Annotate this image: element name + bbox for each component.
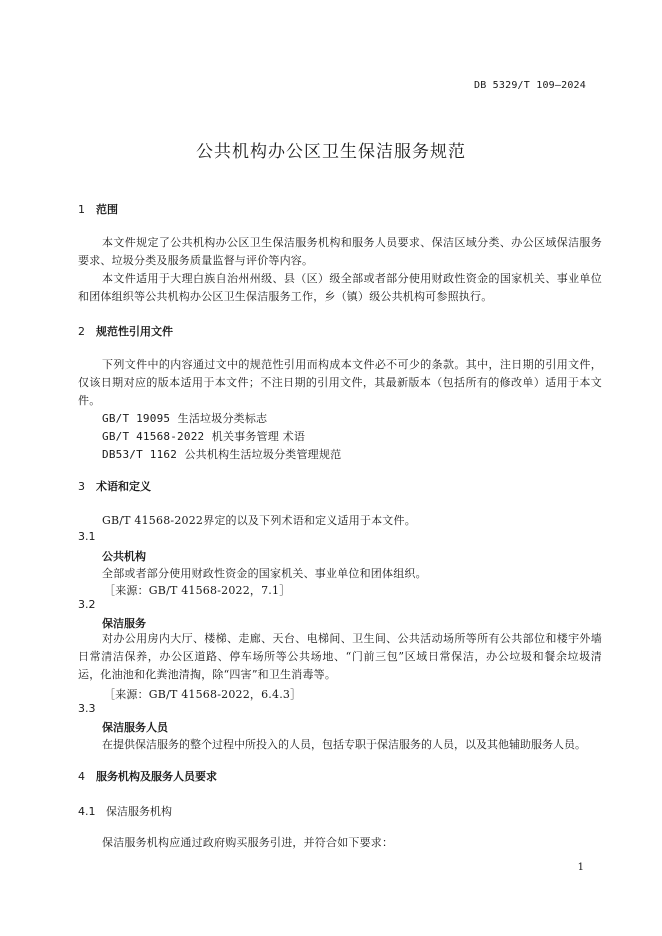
section-number: 4: [78, 770, 85, 783]
term-name: 公共机构: [102, 550, 146, 563]
section-4-heading: [78, 768, 217, 784]
term-name: 保洁服务人员: [102, 721, 168, 734]
section-title: 范围: [96, 203, 118, 216]
term-number: 3.2: [78, 598, 96, 611]
section-title: 术语和定义: [96, 480, 151, 493]
section-number: 1: [78, 203, 85, 216]
term-source: ［来源：GB/T 41568-2022，6.4.3］: [104, 688, 302, 701]
reference-name: 生活垃圾分类标志: [177, 412, 268, 425]
reference-code: DB53/T 1162: [102, 448, 178, 461]
subsection-number: 4.1: [78, 805, 96, 818]
section-title: 规范性引用文件: [96, 325, 173, 338]
section-3-heading: [78, 478, 151, 494]
reference-name: 公共机构生活垃圾分类管理规范: [184, 448, 342, 461]
term-definition: 全部或者部分使用财政性资金的国家机关、事业单位和团体组织。: [102, 567, 427, 580]
reference-code: GB/T 41568-2022: [102, 430, 205, 443]
section-title: 服务机构及服务人员要求: [96, 770, 217, 783]
term-definition: 在提供保洁服务的整个过程中所投入的人员，包括专职于保洁服务的人员，以及其他辅助服务人员。: [102, 738, 586, 751]
page-number: 1: [577, 862, 584, 873]
section-2-paragraph: 下列文件中的内容通过文中的规范性引用而构成本文件必不可少的条款。其中，注日期的引用文件，仅该日期对应的版本适用于本文件；不注日期的引用文件，其最新版本（包括所有的修改单）适用于本文件。: [78, 358, 602, 407]
term-number: 3.3: [78, 702, 96, 715]
subsection-4-1-heading: [78, 803, 172, 819]
doc-number: DB 5329/T 109—2024: [474, 80, 586, 91]
section-1-paragraph-1: 本文件规定了公共机构办公区卫生保洁服务机构和服务人员要求、保洁区域分类、办公区域保洁服务要求、垃圾分类及服务质量监督与评价等内容。: [78, 236, 602, 267]
reference-item: [102, 446, 341, 462]
section-1-heading: [78, 201, 118, 217]
subsection-title: 保洁服务机构: [106, 805, 172, 818]
subsection-4-1-paragraph: 保洁服务机构应通过政府购买服务引进，并符合如下要求：: [102, 836, 394, 849]
section-number: 3: [78, 480, 85, 493]
section-number: 2: [78, 325, 85, 338]
term-number: 3.1: [78, 530, 96, 543]
reference-item: [102, 410, 267, 426]
reference-item: [102, 428, 305, 444]
section-2-heading: [78, 323, 173, 339]
page-title: 公共机构办公区卫生保洁服务规范: [196, 142, 466, 162]
section-3-intro: GB/T 41568-2022界定的以及下列术语和定义适用于本文件。: [102, 514, 416, 527]
reference-code: GB/T 19095: [102, 412, 171, 425]
term-name: 保洁服务: [102, 617, 146, 630]
section-1-paragraph-2: 本文件适用于大理白族自治州州级、县（区）级全部或者部分使用财政性资金的国家机关、事业单位和团体组织等公共机构办公区卫生保洁服务工作，乡（镇）级公共机构可参照执行。: [78, 272, 602, 303]
term-source: ［来源：GB/T 41568-2022，7.1］: [104, 584, 291, 597]
term-definition: 对办公用房内大厅、楼梯、走廊、天台、电梯间、卫生间、公共活动场所等所有公共部位和楼宇外墙日常清洁保养，办公区道路、停车场所等公共场地、“门前三包”区域日常保洁，办公垃圾和餐余垃圾清运，化油池和化粪池清掏，除“四害”和卫生消毒等。: [78, 632, 602, 681]
reference-name: 机关事务管理 术语: [211, 430, 306, 443]
